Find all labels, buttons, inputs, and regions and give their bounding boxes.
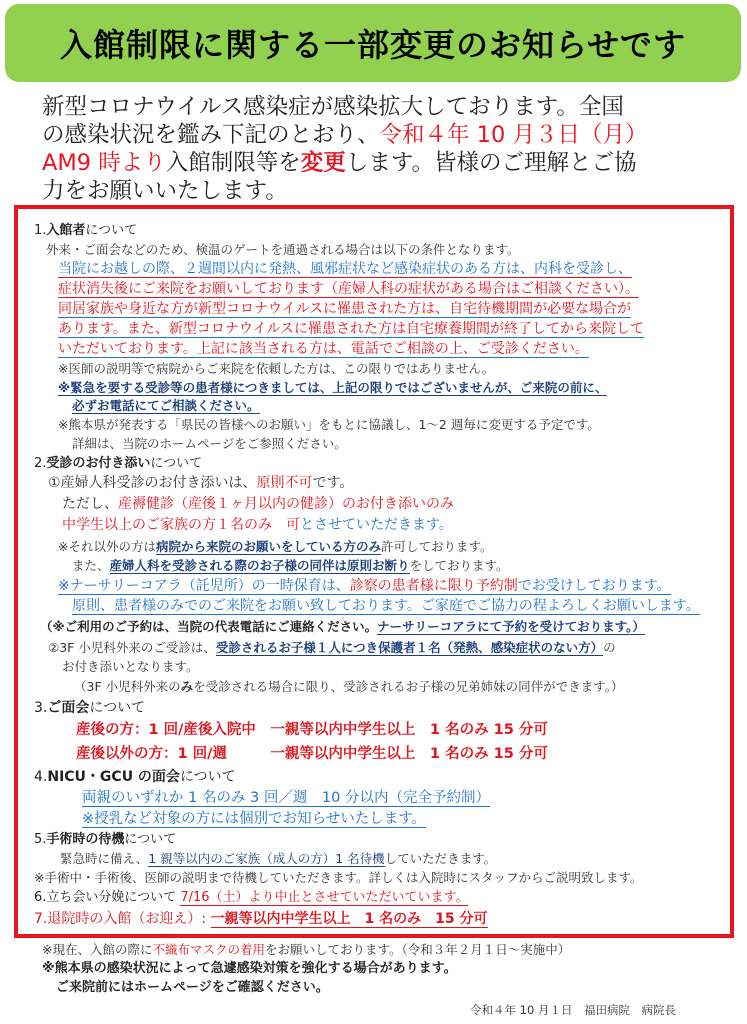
s7-note: 一親等以内中学生以上 1 名のみ 15 分可	[210, 911, 488, 927]
intro-paragraph	[42, 93, 722, 205]
intro-line-2: の感染状況を鑑み下記のとおり、令和４年 10 月３日（月）	[42, 122, 648, 148]
s2-line-5: また、産婦人科を受診される際のお子様の同伴は原則お断りをしております。	[72, 558, 509, 573]
s1-line-9: 必ずお電話にてご相談ください。	[72, 398, 260, 413]
intro-line-1: 新型コロナウイルス感染症が感染拡大しております。全国	[42, 94, 624, 120]
s5-line-2: ※手術中・手術後、医師の説明まで待機していただきます。詳しくは入院時にスタッフからご説明致します。	[34, 870, 643, 885]
s1-line-1: 外来・ご面会などのため、検温のゲートを通過される場合は以下の条件となります。	[46, 242, 520, 257]
s4-line-1: 両親のいずれか 1 名のみ 3 回／週 10 分以内（完全予約制）	[82, 790, 490, 806]
s2-line-9: ②3F 小児科外来のご受診は、受診されるお子様１人につき保護者１名（発熱、感染症状のない方）の	[48, 640, 616, 655]
section-2-heading: 2.受診のお付き添いについて	[34, 456, 203, 471]
section-1-heading: 1.入館者について	[34, 223, 138, 238]
section-6-heading: 6.立ち会い分娩について 7/16（土）より中止とさせていただいています。	[34, 890, 469, 905]
section-7-heading: 7.退院時の入館（お迎え）: 一親等以内中学生以上 1 名のみ 15 分可	[34, 911, 488, 927]
intro-line-3: AM9 時より入館制限等を変更します。皆様のご理解とご協	[42, 150, 637, 176]
s2-line-3: 中学生以上のご家族の方１名のみ 可とさせていただきます。	[62, 517, 453, 533]
intro-line-4: 力をお願いいたします。	[42, 178, 288, 204]
s1-line-5: あります。また、新型コロナウイルスに罹患された方は自宅療養期間が終了してから来院して	[58, 321, 645, 337]
section-3-heading: 3.ご面会について	[34, 700, 146, 716]
s1-line-11: 詳細は、当院のホームページをご参照ください。	[72, 436, 347, 451]
footer-line-3: ご来院前にはホームページをご確認ください。	[56, 980, 329, 995]
section-4-heading: 4.NICU・GCU の面会について	[34, 769, 236, 785]
footer-line-2: ※熊本県の感染状況によって急遽感染対策を強化する場合があります。	[42, 961, 457, 976]
effective-date: 令和４年 10 月３日（月）	[379, 122, 648, 148]
s2-line-7: 原則、患者様のみでのご来院をお願い致しております。ご家庭でご協力の程よろしくお願いします。	[72, 598, 700, 614]
s2-line-1: ①産婦人科受診のお付き添いは、原則不可です。	[48, 475, 354, 491]
s1-line-4: 同居家族や身近な方が新型コロナウイルスに罹患された方は、自宅待機期間が必要な場合が	[58, 301, 632, 317]
footer-line-1: ※現在、入館の際に不織布マスクの着用をお願いしております。（令和３年２月１日～実施中）	[42, 942, 571, 957]
page-title: 入館制限に関する一部変更のお知らせです	[59, 26, 687, 64]
s3-line-2: 産後以外の方：1 回/週 一親等以内中学生以上 1 名のみ 15 分可	[76, 746, 548, 762]
s5-line-1: 緊急時に備え、1 親等以内のご家族（成人の方）1 名待機していただきます。	[60, 851, 497, 866]
s2-line-4: ※それ以外の方は病院から来院のお願いをしている方のみ許可しております。	[58, 539, 493, 554]
s1-line-8: ※緊急を要する受診等の患者様につきましては、上記の限りではございませんが、ご来院の前に、	[58, 380, 608, 395]
s2-line-6: ※ナーサリーコアラ（託児所）の一時保育は、診察の患者様に限り予約制でお受けしております。	[58, 578, 671, 594]
change-word: 変更	[300, 150, 346, 176]
section-5-heading: 5.手術時の待機について	[34, 832, 177, 847]
s1-line-6: いただいております。上記に該当される方は、電話でご相談の上、ご受診ください。	[58, 341, 589, 357]
s2-line-2: ただし、産褥健診（産後１ヶ月以内の健診）のお付き添いのみ	[62, 496, 454, 512]
notice-box	[14, 205, 734, 938]
s6-note: 7/16（土）より中止とさせていただいています。	[180, 890, 469, 905]
s1-line-7: ※医師の説明等で病院からご来院を依頼した方は、この限りではありません。	[58, 361, 495, 376]
effective-time: AM9 時より	[42, 150, 166, 176]
title-banner	[5, 4, 741, 82]
s1-line-2: 当院にお越しの際、２週間以内に発熱、風邪症状など感染症状のある方は、内科を受診し、	[58, 261, 632, 277]
signature: 令和４年 10 月１日 福田病院 病院長	[470, 1003, 676, 1017]
s3-line-1: 産後の方：1 回/産後入院中 一親等以内中学生以上 1 名のみ 15 分可	[76, 722, 548, 738]
s4-line-2: ※授乳など対象の方には個別でお知らせいたします。	[82, 811, 427, 827]
s2-line-11: （3F 小児科外来のみを受診される場合に限り、受診されるお子様の兄弟姉妹の同伴ができます。）	[74, 679, 624, 694]
s2-line-10: お付き添いとなります。	[62, 659, 199, 674]
s2-line-8: （※ご利用のご予約は、当院の代表電話にご連絡ください。ナーサリーコアラにて予約を受けております。）	[40, 619, 645, 634]
s1-line-3: 症状消失後にご来院をお願いしております（産婦人科の症状がある場合はご相談ください）。	[58, 281, 639, 297]
s1-line-10: ※熊本県が発表する「県民の皆様へのお願い」をもとに協議し、1～2 週毎に変更する予定です。	[58, 417, 600, 432]
